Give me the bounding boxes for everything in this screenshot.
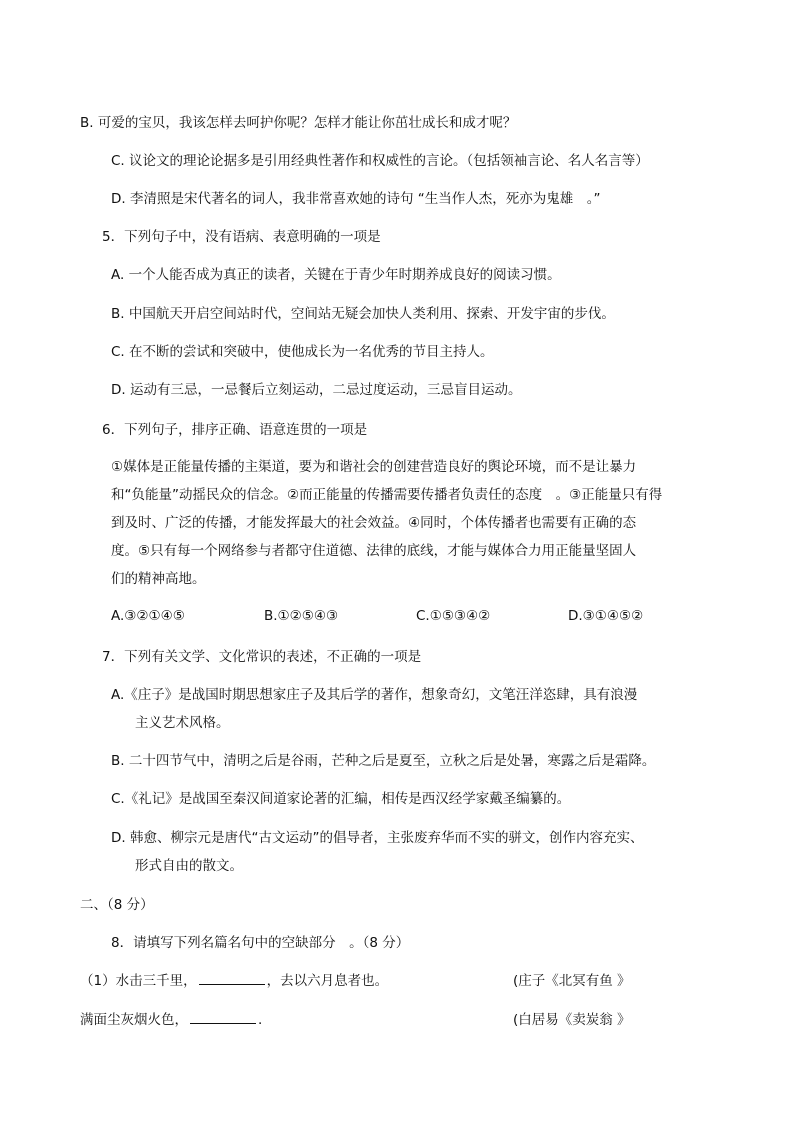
q6-passage-line-1: ①媒体是正能量传播的主渠道，要为和谐社会的创建营造良好的舆论环境，而不是让暴力: [111, 459, 637, 475]
question-6-stem: 6．下列句子，排序正确、语意连贯的一项是: [102, 422, 368, 438]
q7-option-b: B. 二十四节气中，清明之后是谷雨，芒种之后是夏至，立秋之后是处暑，寒露之后是霜降。: [111, 753, 656, 769]
q6-option-d: D.③①④⑤②: [568, 608, 644, 624]
q7-option-a-line-1: A.《庄子》是战国时期思想家庄子及其后学的著作，想象奇幻，文笔汪洋恣肆，具有浪漫: [111, 687, 638, 703]
fill-1-suffix: ，去以六月息者也。: [266, 973, 389, 989]
q5-option-b: B. 中国航天开启空间站时代，空间站无疑会加快人类利用、探索、开发宇宙的步伐。: [111, 306, 615, 322]
option-d-line: D. 李清照是宋代著名的词人，我非常喜欢她的诗句 “生当作人杰，死亦为鬼雄 。”: [111, 191, 601, 207]
q5-option-a: A. 一个人能否成为真正的读者，关键在于青少年时期养成良好的阅读习惯。: [111, 267, 561, 283]
fill-1-prefix: （1）水击三千里，: [80, 973, 197, 989]
question-8-stem: 8．请填写下列名篇名句中的空缺部分 。（8 分）: [111, 935, 410, 951]
section-two-heading: 二、（8 分）: [80, 897, 154, 913]
q6-option-c: C.①⑤③④②: [416, 608, 491, 624]
fill-2-source: (白居易《卖炭翁 》: [513, 1012, 631, 1028]
fill-item-1: [80, 972, 388, 990]
q6-passage-line-5: 们的精神高地。: [111, 571, 206, 587]
q6-options-row: [111, 607, 711, 625]
q6-option-a: A.③②①④⑤: [111, 608, 185, 624]
fill-2-blank[interactable]: [190, 1011, 256, 1024]
q7-option-a-line-2: 主义艺术风格。: [135, 715, 230, 731]
q6-passage-line-2: 和“负能量”动摇民众的信念。②而正能量的传播需要传播者负责任的态度 。③正能量只有得: [111, 487, 663, 503]
q7-option-c: C.《礼记》是战国至秦汉间道家论著的汇编，相传是西汉经学家戴圣编纂的。: [111, 791, 571, 807]
question-7-stem: 7．下列有关文学、文化常识的表述，不正确的一项是: [102, 649, 422, 665]
fill-1-source: (庄子《北冥有鱼 》: [513, 973, 631, 989]
q6-passage-line-3: 到及时、广泛的传播，才能发挥最大的社会效益。④同时，个体传播者也需要有正确的态: [111, 515, 637, 531]
q5-option-c: C. 在不断的尝试和突破中，使他成长为一名优秀的节目主持人。: [111, 344, 494, 360]
fill-item-2: [80, 1011, 262, 1029]
q6-option-b: B.①②⑤④③: [264, 608, 339, 624]
question-5-stem: 5．下列句子中，没有语病、表意明确的一项是: [102, 229, 381, 245]
option-b-line: B. 可爱的宝贝，我该怎样去呵护你呢？怎样才能让你茁壮成长和成才呢？: [80, 115, 517, 131]
q7-option-d-line-2: 形式自由的散文。: [135, 858, 243, 874]
option-c-line: C. 议论文的理论论据多是引用经典性著作和权威性的言论。（包括领袖言论、名人名言等）: [111, 153, 649, 169]
fill-2-suffix: .: [258, 1012, 263, 1028]
q6-passage-line-4: 度。⑤只有每一个网络参与者都守住道德、法律的底线，才能与媒体合力用正能量坚固人: [111, 543, 637, 559]
fill-1-blank[interactable]: [199, 972, 265, 985]
q7-option-d-line-1: D. 韩愈、柳宗元是唐代“古文运动”的倡导者，主张废弃华而不实的骈文，创作内容充实、: [111, 830, 644, 846]
fill-2-prefix: 满面尘灰烟火色，: [80, 1012, 188, 1028]
q5-option-d: D. 运动有三忌，一忌餐后立刻运动，二忌过度运动，三忌盲目运动。: [111, 382, 522, 398]
